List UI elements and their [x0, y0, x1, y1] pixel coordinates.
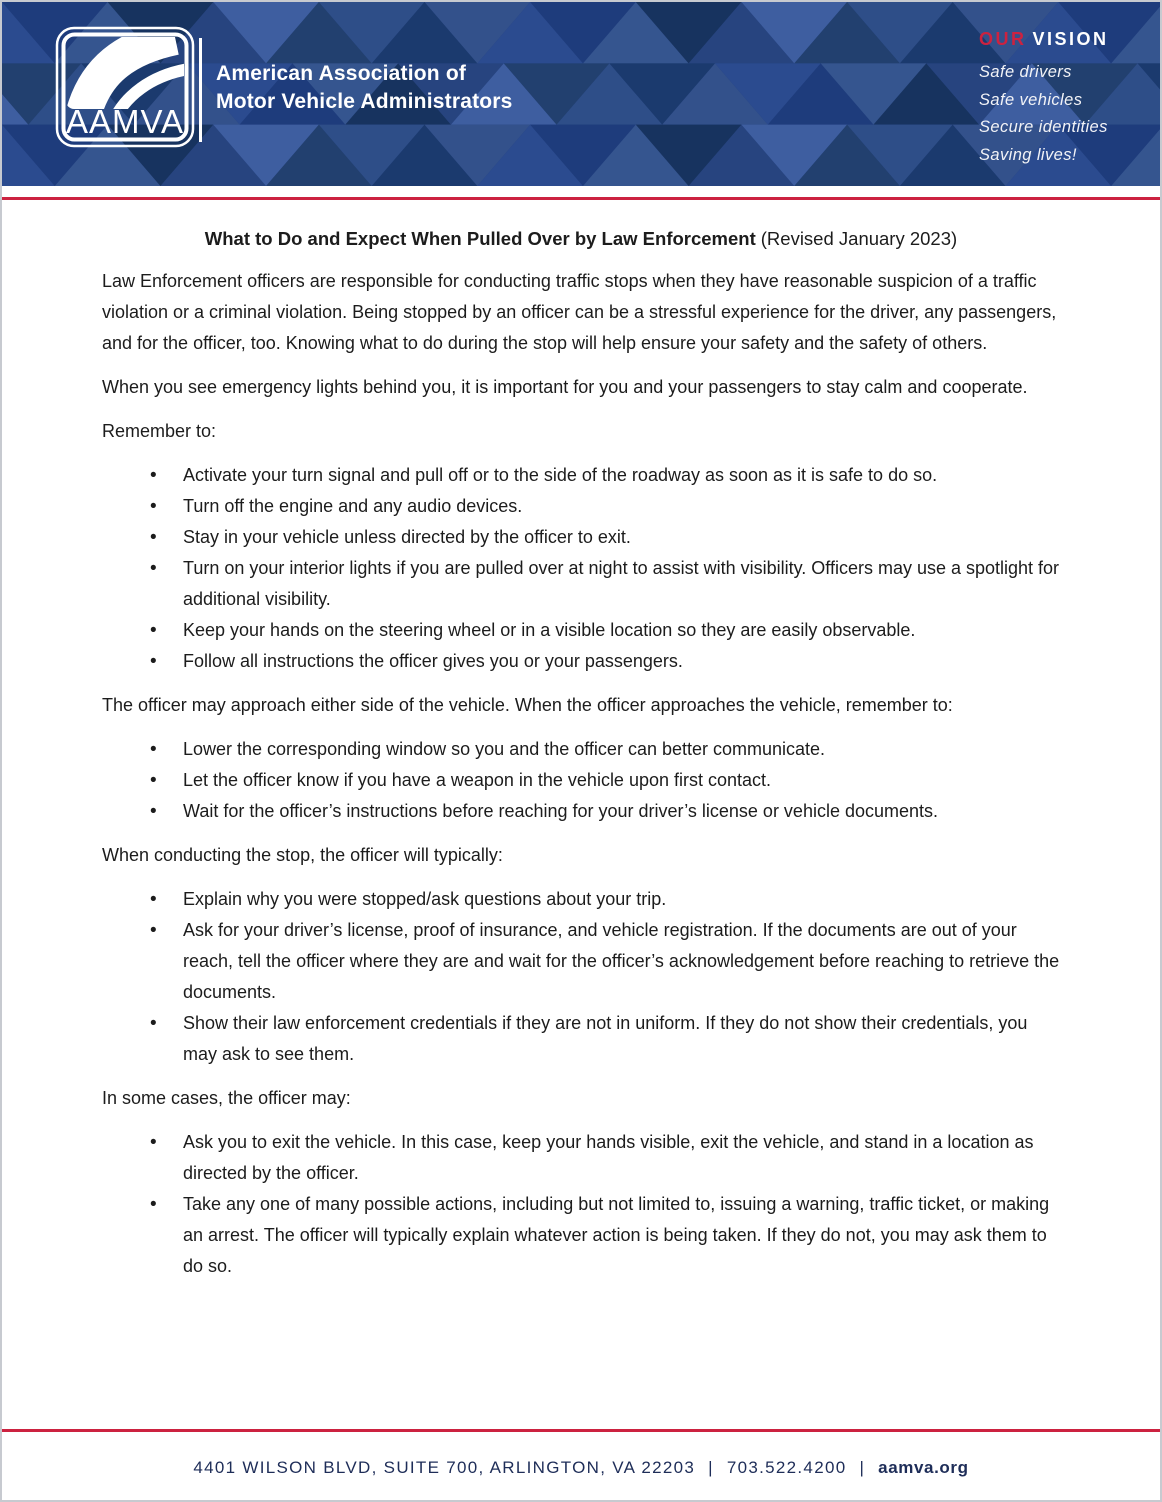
org-name-line2: Motor Vehicle Administrators [216, 90, 513, 113]
vision-item: Safe vehicles [979, 90, 1083, 109]
vision-item: Safe drivers [979, 63, 1072, 81]
header-banner [2, 2, 1160, 186]
list-item: • Follow all instructions the officer gives you or your passengers. [102, 646, 1060, 677]
footer-separator: | [859, 1458, 866, 1477]
footer-separator: | [708, 1458, 714, 1477]
document-title [102, 224, 1060, 254]
list-item: • Let the officer know if you have a weapon in the vehicle upon first contact. [102, 765, 1060, 796]
paragraph: The officer may approach either side of the vehicle. When the officer approaches the vehicle, remember to: [102, 695, 953, 715]
document-title-revision: (Revised January 2023) [760, 228, 958, 249]
vision-title [979, 29, 1109, 50]
document-body [2, 200, 1160, 1429]
paragraph: Law Enforcement officers are responsible for conducting traffic stops when they have reasonable suspicion of a traffic violation or a criminal violation. Being stopped by an officer can be a stressful experience for the driver, any passengers, and for the officer, too. Knowing what to do during the stop will help ensure your safety and the safety of others. [102, 271, 1057, 353]
paragraph: In some cases, the officer may: [102, 1088, 351, 1108]
vision-title-our: OUR [979, 29, 1027, 49]
list-item: • Turn off the engine and any audio devices. [102, 491, 1060, 522]
footer-phone: 703.522.4200 [726, 1458, 847, 1477]
footer-website-link[interactable]: aamva.org [878, 1458, 969, 1477]
list-item: • Wait for the officer’s instructions before reaching for your driver’s license or vehicle documents. [102, 796, 1060, 827]
vision-items [979, 59, 1109, 169]
list-item: • Keep your hands on the steering wheel or in a visible location so they are easily observable. [102, 615, 1060, 646]
paragraph: When you see emergency lights behind you, it is important for you and your passengers to stay calm and cooperate. [102, 377, 1028, 397]
bullet-list [102, 884, 1060, 1070]
bullet-list [102, 460, 1060, 677]
bullet-list [102, 1127, 1060, 1282]
header-content [2, 2, 1160, 186]
document-blocks [102, 266, 1060, 1282]
list-item: • Turn on your interior lights if you are pulled over at night to assist with visibility. Officers may use a spotlight for additional visibility. [102, 553, 1060, 615]
list-item: • Lower the corresponding window so you and the officer can better communicate. [102, 734, 1060, 765]
document-title-main: What to Do and Expect When Pulled Over by Law Enforcement [204, 228, 756, 249]
bullet-list [102, 734, 1060, 827]
header-divider [199, 38, 202, 142]
paragraph: When conducting the stop, the officer will typically: [102, 845, 503, 865]
aamva-logo [54, 25, 196, 149]
list-item: • Explain why you were stopped/ask questions about your trip. [102, 884, 1060, 915]
vision-item: Saving lives! [979, 145, 1077, 164]
list-item: • Ask for your driver’s license, proof of insurance, and vehicle registration. If the documents are out of your reach, tell the officer where they are and wait for the officer’s acknowledgement before reaching to retrieve the documents. [102, 915, 1060, 1008]
org-name [216, 60, 513, 116]
aamva-road-icon [54, 25, 196, 149]
vision-title-vision: VISION [1032, 29, 1109, 49]
org-name-line1: American Association of [216, 62, 467, 85]
list-item: • Take any one of many possible actions, including but not limited to, issuing a warning, traffic ticket, or making an arrest. The officer will typically explain whatever action is being taken. If they do not, you may ask them to do so. [102, 1189, 1060, 1282]
list-item: • Show their law enforcement credentials if they are not in uniform. If they do not show their credentials, you may ask to see them. [102, 1008, 1060, 1070]
footer-address: 4401 WILSON BLVD, SUITE 700, ARLINGTON, VA 22203 [193, 1458, 696, 1477]
list-item: • Ask you to exit the vehicle. In this case, keep your hands visible, exit the vehicle, and stand in a location as directed by the officer. [102, 1127, 1060, 1189]
paragraph: Remember to: [102, 421, 217, 441]
footer-contact [2, 1432, 1160, 1500]
list-item: • Activate your turn signal and pull off or to the side of the roadway as soon as it is safe to do so. [102, 460, 1060, 491]
vision-block [979, 29, 1109, 169]
footer [2, 1429, 1160, 1500]
aamva-logo-text: AAMVA [65, 103, 185, 140]
list-item: • Stay in your vehicle unless directed by the officer to exit. [102, 522, 1060, 553]
vision-item: Secure identities [979, 118, 1108, 136]
